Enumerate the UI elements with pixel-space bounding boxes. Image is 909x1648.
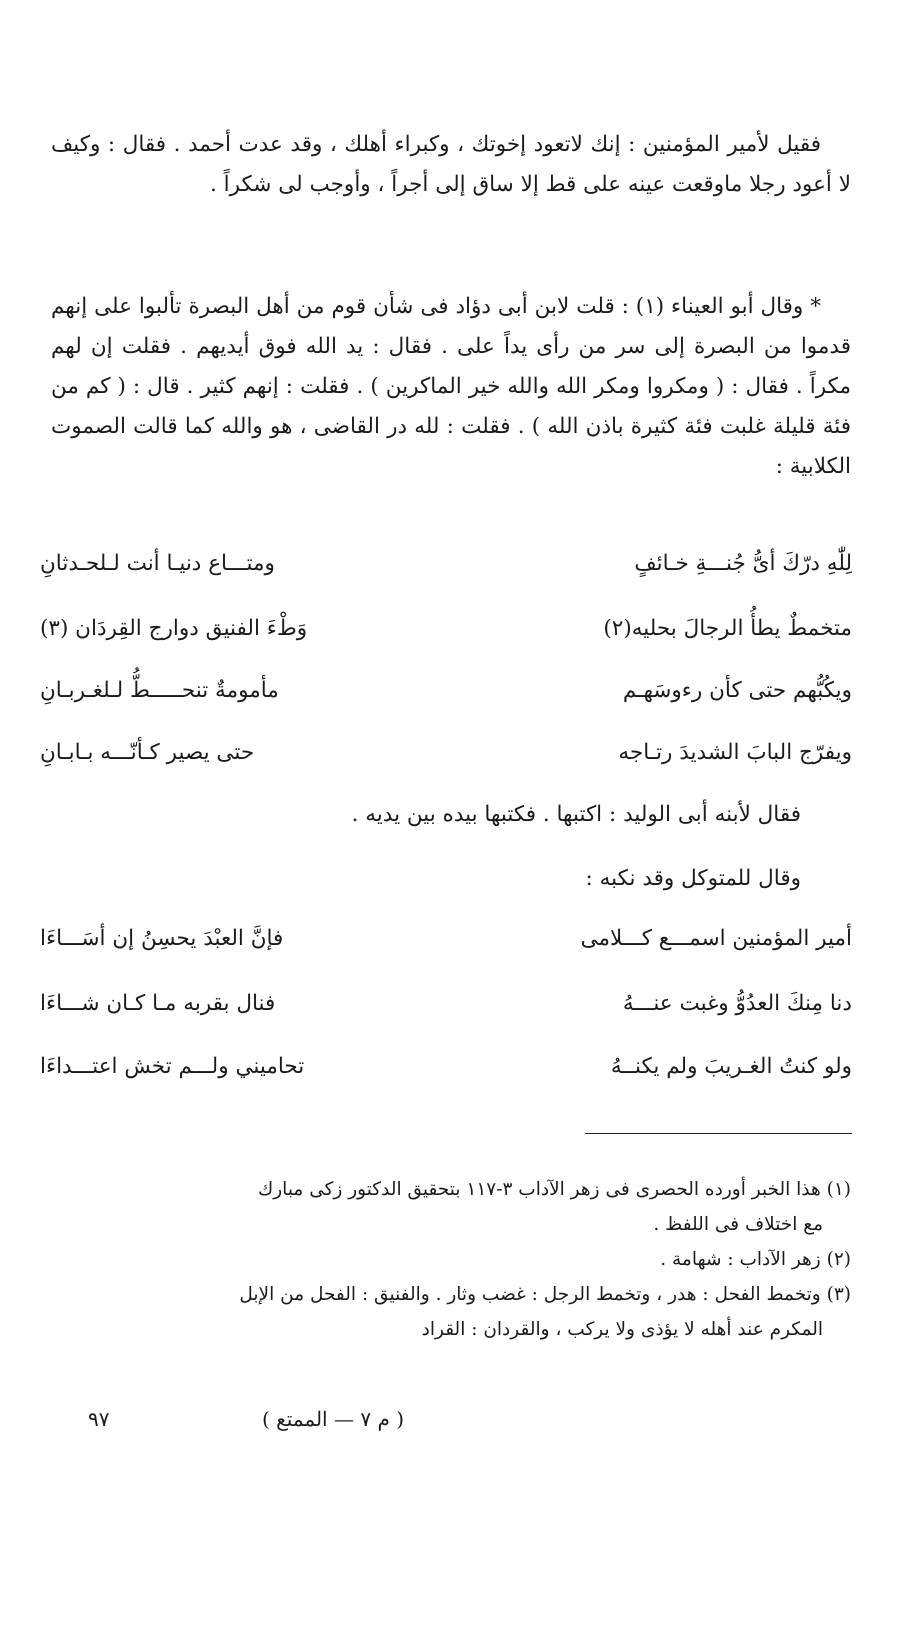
verse-row [40, 920, 852, 964]
page-footer [0, 1407, 909, 1447]
paragraph-1-text: فقيل لأمير المؤمنين : إنك لاتعود إخوتك ، وكبراء أهلك ، وقد عدت أحمد . فقال : وكيف لا أعود رجلا ماوقعت عينه على قط إلا ساق إلى أجراً ، وأوجب لى شكراً . [51, 132, 851, 197]
footnote-3-continuation: المكرم عند أهله لا يؤذى ولا يركب ، والقردان : القراد [421, 1319, 823, 1340]
verse-first-hemistich: ويكُبُّهم حتى كأن رءوسَهـم [622, 678, 852, 703]
verse-second-hemistich: وَطْءَ الفنيق دوارج القِردَان (٣) [40, 616, 308, 641]
verse-row [40, 734, 852, 778]
verse-row [40, 672, 852, 716]
footnote-divider [585, 1133, 852, 1134]
paragraph-2 [51, 287, 851, 487]
verse-second-hemistich: حتى يصير كـأنّـــه بـابـانِ [40, 740, 255, 765]
verse-first-hemistich: دنا مِنكَ العدُوُّ وغبت عنـــهُ [622, 991, 852, 1016]
verse-second-hemistich: تحاميني ولـــم تخش اعتـــداءَا [40, 1054, 305, 1079]
verse-row [40, 1048, 852, 1092]
footnotes [31, 1172, 851, 1347]
footnote-1: (١) هذا الخبر أورده الحصرى فى زهر الآداب ٣-١١٧ بتحقيق الدكتور زكى مبارك [258, 1179, 851, 1200]
verse-first-hemistich: ولو كنتُ الغـريبَ ولم يكنــهُ [610, 1054, 852, 1079]
verse-row [40, 545, 852, 589]
narration-line: فقال لأبنه أبى الوليد : اكتبها . فكتبها بيده بين يديه . [351, 802, 801, 827]
printer-signature: ( م ٧ — الممتع ) [262, 1407, 404, 1431]
verse-row [40, 985, 852, 1029]
verse-row [40, 610, 852, 654]
footnote-3: (٣) وتخمط الفحل : هدر ، وتخمط الرجل : غضب وثار . والفنيق : الفحل من الإبل [239, 1284, 851, 1305]
verse-first-hemistich: متخمطٌ يطأُ الرجالَ بحليه(٢) [603, 616, 852, 641]
verse-second-hemistich: فإنَّ العبْدَ يحسِنُ إن أسَـــاءَا [40, 926, 284, 951]
verse-second-hemistich: مأمومةٌ تنحـــــطُّ لـلغـربـانِ [40, 678, 279, 703]
verse-second-hemistich: ومتـــاع دنيـا أنت لـلحـدثانِ [40, 551, 275, 576]
footnote-1-continuation: مع اختلاف فى اللفظ . [653, 1214, 823, 1235]
footnote-2: (٢) زهر الآداب : شهامة . [660, 1249, 851, 1270]
verse-first-hemistich: لِلّٰهِ درّكَ أىُّ جُنـــةِ خـائفٍ [634, 551, 852, 576]
verse-first-hemistich: ويفرّج البابَ الشديدَ رتـاجه [618, 740, 852, 765]
paragraph-2-text: * وقال أبو العيناء (١) : قلت لابن أبى دؤاد فى شأن قوم من أهل البصرة تألبوا على إنهم قدموا من البصرة إلى سر من رأى يداً على . فقال : يد الله فوق أيديهم . فقلت إن لهم مكراً . فقال : ( ومكروا ومكر الله والله خير الماكرين ) . فقلت : إنهم كثير . قال : ( كم من فئة قليلة غلبت فئة كثيرة باذن الله ) . فقلت : لله در القاضى ، هو والله كما قالت الصموت الكلابية : [51, 294, 851, 479]
page-number: ٩٧ [88, 1407, 110, 1431]
verse-first-hemistich: أمير المؤمنين اسمـــع كـــلامى [580, 926, 852, 951]
paragraph-1 [51, 125, 851, 205]
verse-second-hemistich: فنال بقربه مـا كـان شـــاءَا [40, 991, 276, 1016]
poem-intro-line: وقال للمتوكل وقد نكبه : [585, 866, 801, 891]
